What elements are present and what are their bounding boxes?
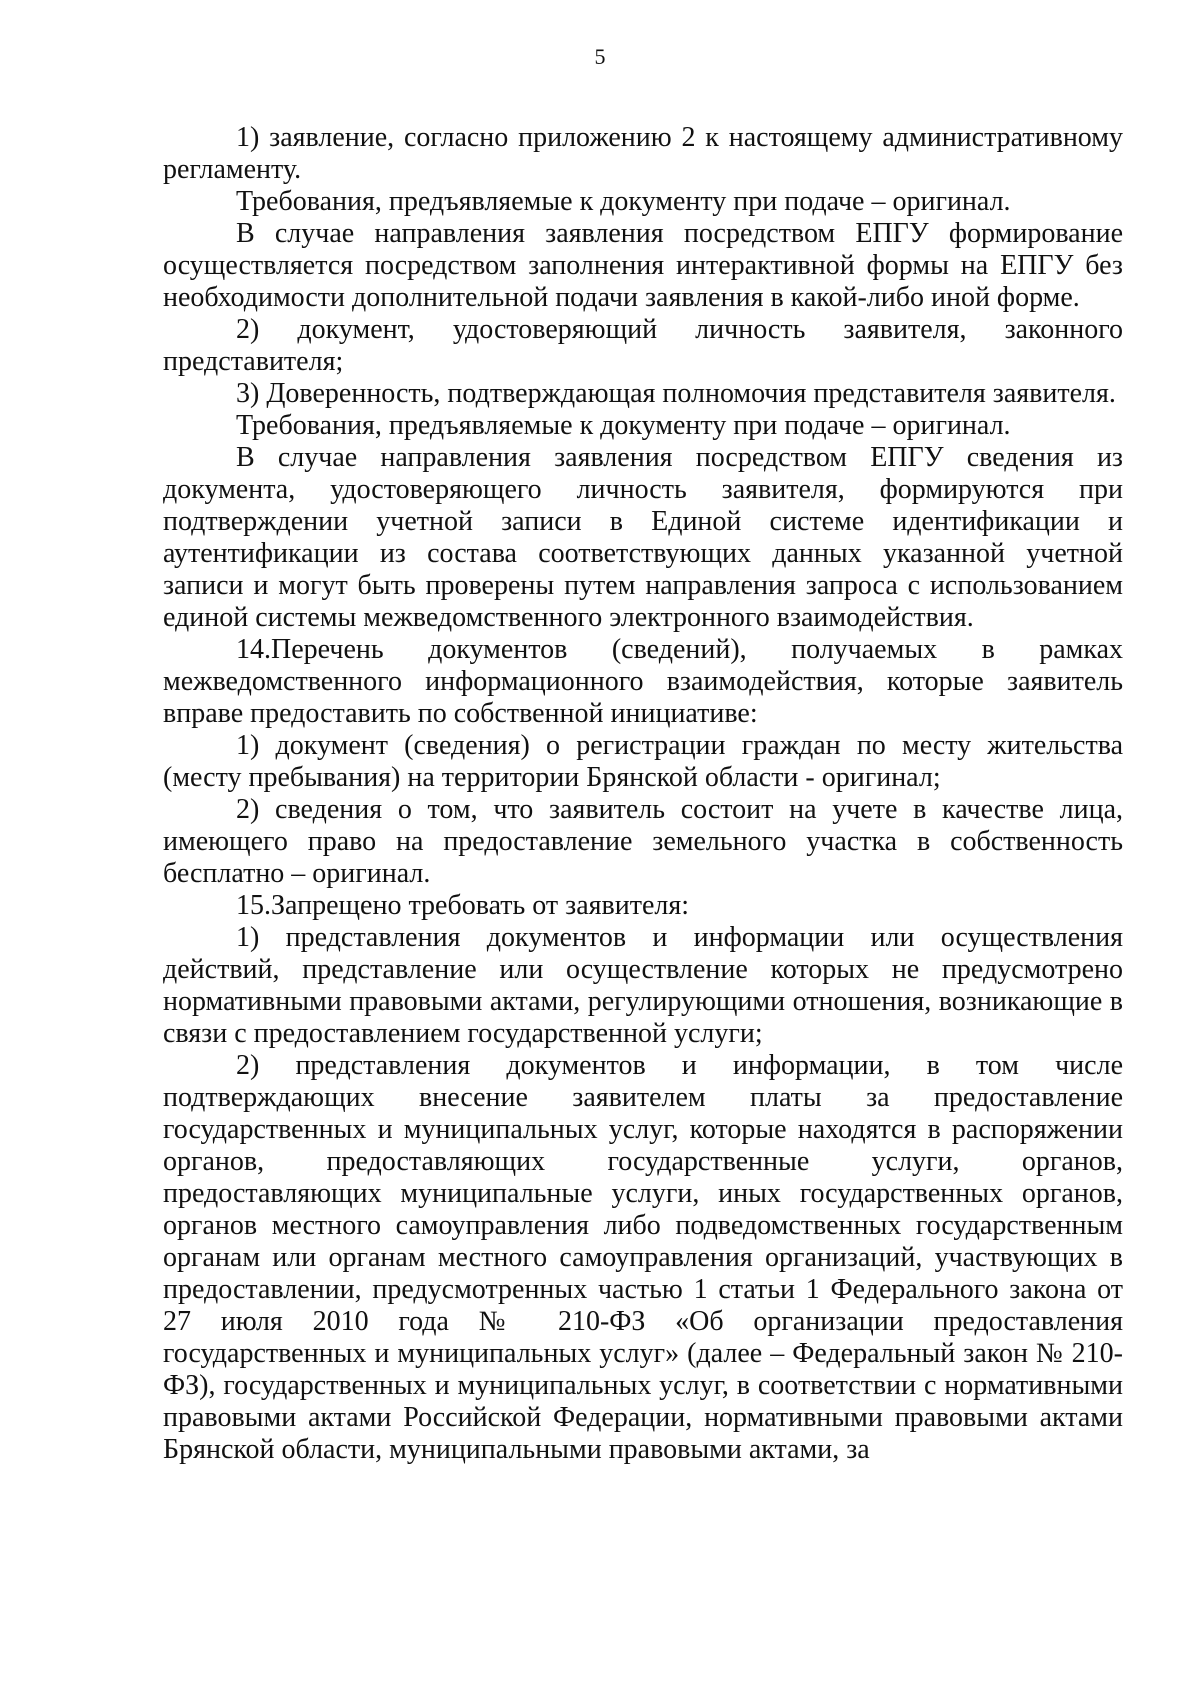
paragraph-requirements-original-2: Требования, предъявляемые к документу при подаче – оригинал. bbox=[236, 410, 1011, 441]
paragraph-section-15: 15.Запрещено требовать от заявителя: bbox=[236, 890, 690, 921]
paragraph-registration-document: 1) документ (сведения) о регистрации граждан по месту жительства (месту пребывания) на территории Брянской области - оригинал; bbox=[163, 730, 1123, 793]
paragraph-epgu-form: В случае направления заявления посредством ЕПГУ формирование осуществляется посредством заполнения интерактивной формы на ЕПГУ без необходимости дополнительной подачи заявления в какой-либо иной форме. bbox=[163, 218, 1123, 313]
paragraph-power-of-attorney: 3) Доверенность, подтверждающая полномочия представителя заявителя. bbox=[236, 378, 1116, 409]
paragraph-application: 1) заявление, согласно приложению 2 к настоящему административному регламенту. bbox=[163, 122, 1123, 185]
paragraph-section-14: 14.Перечень документов (сведений), получаемых в рамках межведомственного информационного взаимодействия, которые заявитель вправе предоставить по собственной инициативе: bbox=[163, 634, 1123, 729]
paragraph-land-eligibility: 2) сведения о том, что заявитель состоит на учете в качестве лица, имеющего право на предоставление земельного участка в собственность бесплатно – оригинал. bbox=[163, 794, 1123, 889]
paragraph-identity-document: 2) документ, удостоверяющий личность заявителя, законного представителя; bbox=[163, 314, 1123, 377]
document-body bbox=[163, 122, 1123, 1466]
paragraph-prohibition-1: 1) представления документов и информации или осуществления действий, представление или осуществление которых не предусмотрено нормативными правовыми актами, регулирующими отношения, возникающие в связи с предоставлением государственной услуги; bbox=[163, 922, 1123, 1049]
page-number: 5 bbox=[594, 44, 606, 69]
paragraph-prohibition-2: 2) представления документов и информации, в том числе подтверждающих внесение заявителем платы за предоставление государственных и муниципальных услуг, которые находятся в распоряжении органов, предоставляющих государственные услуги, органов, предоставляющих муниципальные услуги, иных государственных органов, органов местного самоуправления либо подведомственных государственным органам или органам местного самоуправления организаций, участвующих в предоставлении, предусмотренных частью 1 статьи 1 Федерального закона от 27 июля 2010 года № 210-ФЗ «Об организации предоставления государственных и муниципальных услуг» (далее – Федеральный закон № 210-ФЗ), государственных и муниципальных услуг, в соответствии с нормативными правовыми актами Российской Федерации, нормативными правовыми актами Брянской области, муниципальными правовыми актами, за bbox=[163, 1050, 1123, 1465]
paragraph-requirements-original: Требования, предъявляемые к документу при подаче – оригинал. bbox=[236, 186, 1011, 217]
paragraph-epgu-identity: В случае направления заявления посредством ЕПГУ сведения из документа, удостоверяющего личность заявителя, формируются при подтверждении учетной записи в Единой системе идентификации и аутентификации из состава соответствующих данных указанной учетной записи и могут быть проверены путем направления запроса с использованием единой системы межведомственного электронного взаимодействия. bbox=[163, 442, 1123, 633]
